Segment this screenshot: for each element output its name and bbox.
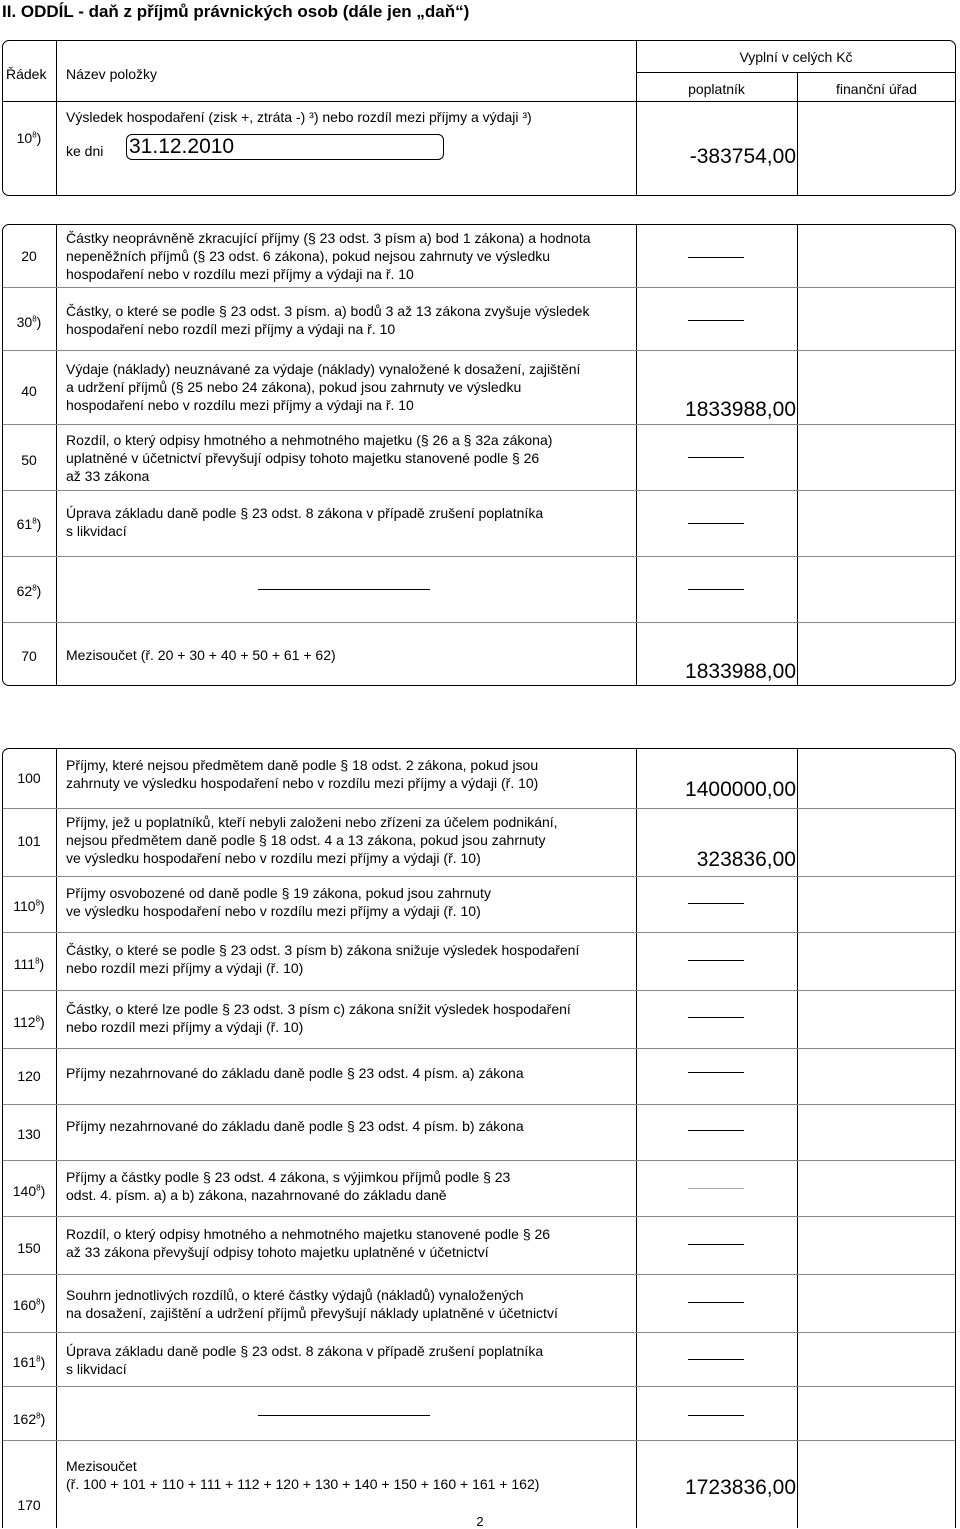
col-divider — [56, 1217, 57, 1274]
row-description — [66, 1225, 636, 1261]
col-divider — [56, 933, 57, 990]
row-value[interactable]: 1723836,00 — [685, 1476, 796, 1499]
row-description — [66, 302, 636, 338]
row-description: Výsledek hospodaření (zisk +, ztráta -) ³) nebo rozdíl mezi příjmy a výdaji ³) — [66, 109, 532, 125]
description-line: Rozdíl, o který odpisy hmotného a nehmotného majetku (§ 26 a § 32a zákona) — [66, 432, 553, 448]
empty-value-dash[interactable] — [688, 903, 744, 904]
col-divider — [636, 1049, 637, 1104]
description-line: Příjmy, které nejsou předmětem daně podle § 18 odst. 2 zákona, pokud jsou — [66, 757, 539, 773]
col-divider — [56, 1333, 57, 1386]
col-divider — [56, 749, 57, 808]
col-divider — [797, 877, 798, 932]
description-line: až 33 zákona převyšují odpisy tohoto majetku uplatněné v účetnictví — [66, 1244, 489, 1260]
col-divider — [636, 425, 637, 490]
col-divider — [797, 623, 798, 686]
empty-value-dash[interactable] — [688, 589, 744, 590]
col-divider — [636, 1161, 637, 1216]
description-line: Příjmy, jež u poplatníků, kteří nebyli založeni nebo zřízeni za účelem podnikání, — [66, 814, 558, 830]
col-divider — [56, 288, 57, 350]
col-divider — [636, 991, 637, 1048]
description-line: ve výsledku hospodaření nebo v rozdílu mezi příjmy a výdaji (ř. 10) — [66, 903, 481, 919]
row-separator — [3, 876, 955, 877]
row-number: 150 — [17, 1240, 41, 1256]
row-number: $161^8$) — [12, 1354, 46, 1370]
col-divider — [636, 623, 637, 686]
col-divider — [797, 1161, 798, 1216]
col-divider — [797, 991, 798, 1048]
row-separator — [3, 1160, 955, 1161]
page-number: 2 — [476, 1514, 484, 1529]
row-description — [66, 756, 636, 792]
row-number: $140^8$) — [12, 1183, 46, 1199]
empty-value-dash[interactable] — [688, 1072, 744, 1073]
col-divider — [797, 809, 798, 876]
description-line: hospodaření nebo v rozdílu mezi příjmy a výdaji na ř. 10 — [66, 266, 414, 282]
description-line: Rozdíl, o který odpisy hmotného a nehmotného majetku stanovené podle § 26 — [66, 1226, 551, 1242]
row-description — [66, 360, 636, 414]
row-separator — [3, 424, 955, 425]
row-separator — [3, 556, 955, 557]
row-number: $61^8$) — [16, 516, 42, 532]
description-line: nepeněžních příjmů (§ 23 odst. 6 zákona), pokud nejsou zahrnuty ve výsledku — [66, 248, 551, 264]
col-divider — [56, 877, 57, 932]
col-divider — [56, 491, 57, 556]
description-line: Příjmy a částky podle § 23 odst. 4 zákona, s výjimkou příjmů podle § 23 — [66, 1169, 511, 1185]
description-line: Příjmy nezahrnované do základu daně podle § 23 odst. 4 písm. a) zákona — [66, 1065, 524, 1081]
col-divider — [797, 225, 798, 287]
row-description — [66, 1342, 636, 1378]
col-divider — [56, 425, 57, 490]
col-divider — [797, 491, 798, 556]
row-separator — [3, 932, 955, 933]
description-line: Mezisoučet (ř. 20 + 30 + 40 + 50 + 61 + 62) — [66, 647, 336, 663]
col-divider — [636, 809, 637, 876]
empty-field-line — [258, 589, 430, 590]
row-description — [66, 431, 636, 485]
col-divider — [56, 1387, 57, 1440]
description-line: s likvidací — [66, 1361, 127, 1377]
hdr-divider — [636, 72, 955, 73]
row-number: 40 — [21, 383, 37, 399]
description-line: Mezisoučet — [66, 1458, 137, 1474]
row-separator — [3, 1274, 955, 1275]
row-description — [66, 813, 636, 867]
col-row-header: Řádek — [6, 66, 47, 82]
description-line: hospodaření nebo v rozdílu mezi příjmy a výdaji na ř. 10 — [66, 397, 414, 413]
row-number: $110^8$) — [13, 898, 45, 914]
col-divider — [797, 749, 798, 808]
description-line: Úprava základu daně podle § 23 odst. 8 zákona v případě zrušení poplatníka — [66, 505, 544, 521]
row-description — [66, 884, 636, 920]
row-separator — [3, 990, 955, 991]
empty-value-dash[interactable] — [688, 1302, 744, 1303]
row-number: 170 — [17, 1497, 41, 1513]
row-description — [66, 504, 636, 540]
col-divider — [56, 351, 57, 424]
col-divider — [636, 225, 637, 287]
description-line: hospodaření nebo rozdíl mezi příjmy a výdaji na ř. 10 — [66, 321, 396, 337]
col-divider — [636, 1333, 637, 1386]
row-value[interactable]: 323836,00 — [696, 848, 796, 871]
row-description — [66, 1117, 636, 1135]
row-description — [66, 941, 636, 977]
col-divider — [797, 288, 798, 350]
col-divider — [636, 1105, 637, 1160]
row-description — [66, 1286, 636, 1322]
col-divider — [636, 877, 637, 932]
col-divider — [636, 933, 637, 990]
row-number: 120 — [17, 1068, 41, 1084]
col-divider — [797, 1105, 798, 1160]
row-value[interactable]: 1400000,00 — [685, 778, 796, 801]
empty-value-dash[interactable] — [688, 320, 744, 321]
col-divider — [797, 1049, 798, 1104]
col-office-header: finanční úřad — [836, 81, 917, 97]
row-number: $112^8$) — [13, 1014, 45, 1030]
row-separator — [3, 1104, 955, 1105]
col-divider — [636, 1275, 637, 1332]
col-divider — [56, 225, 57, 287]
col-divider — [56, 1105, 57, 1160]
row-separator — [3, 622, 955, 623]
row-number: $111^8$) — [13, 956, 45, 972]
empty-value-dash[interactable] — [688, 1244, 744, 1245]
row-number: 20 — [21, 248, 37, 264]
col-divider — [797, 1217, 798, 1274]
col-divider — [636, 557, 637, 622]
col-divider — [56, 1275, 57, 1332]
description-line: s likvidací — [66, 523, 127, 539]
row-description — [66, 1000, 636, 1036]
row-separator — [3, 350, 955, 351]
description-line: nejsou předmětem daně podle § 18 odst. 4 a 13 zákona, pokud jsou zahrnuty — [66, 832, 546, 848]
row-separator — [3, 287, 955, 288]
row-separator — [3, 1216, 955, 1217]
col-divider — [56, 991, 57, 1048]
row-number: $10^8$) — [16, 130, 42, 146]
empty-value-dash[interactable] — [688, 523, 744, 524]
row-separator — [3, 1332, 955, 1333]
col-divider — [797, 933, 798, 990]
description-line: Výdaje (náklady) neuznávané za výdaje (náklady) vynaložené k dosažení, zajištění — [66, 361, 581, 377]
row-number: $162^8$) — [12, 1411, 46, 1427]
row-number: 130 — [17, 1126, 41, 1142]
col-divider — [636, 351, 637, 424]
description-line: až 33 zákona — [66, 468, 150, 484]
description-line: Souhrn jednotlivých rozdílů, o které částky výdajů (nákladů) vynaložených — [66, 1287, 524, 1303]
description-line: ve výsledku hospodaření nebo v rozdílu mezi příjmy a výdaji (ř. 10) — [66, 850, 481, 866]
col-divider — [797, 1387, 798, 1440]
row-description — [66, 1064, 636, 1082]
col-divider — [636, 288, 637, 350]
empty-value-dash[interactable] — [688, 1017, 744, 1018]
col-fill-header: Vyplní v celých Kč — [739, 49, 853, 65]
row-number: 100 — [17, 770, 41, 786]
row-number: 101 — [17, 833, 41, 849]
col-taxpayer-header: poplatník — [688, 81, 745, 97]
row-number: 50 — [21, 452, 37, 468]
description-line: nebo rozdíl mezi příjmy a výdaji (ř. 10) — [66, 960, 304, 976]
description-line: Částky, o které se podle § 23 odst. 3 písm b) zákona snižuje výsledek hospodaření — [66, 942, 580, 958]
description-line: (ř. 100 + 101 + 110 + 111 + 112 + 120 + 130 + 140 + 150 + 160 + 161 + 162) — [66, 1476, 540, 1492]
col-divider — [56, 623, 57, 686]
description-line: na dosažení, zajištění a udržení příjmů převyšují náklady uplatněné v účetnictví — [66, 1305, 558, 1321]
row-description — [66, 1168, 636, 1204]
col-divider — [797, 1275, 798, 1332]
col-divider — [636, 491, 637, 556]
description-line: a udržení příjmů (§ 25 nebo 24 zákona), pokud jsou zahrnuty ve výsledku — [66, 379, 522, 395]
col-divider — [797, 351, 798, 424]
hdr-divider — [3, 101, 955, 102]
ke-dni-label: ke dni — [66, 143, 104, 159]
description-line: Částky neoprávněně zkracující příjmy (§ 23 odst. 3 písm a) bod 1 zákona) a hodnota — [66, 230, 591, 246]
empty-field-line — [258, 1415, 430, 1416]
empty-value-dash[interactable] — [688, 1415, 744, 1416]
description-line: odst. 4. písm. a) a b) zákona, nazahrnované do základu daně — [66, 1187, 447, 1203]
row-separator — [3, 1386, 955, 1387]
description-line: zahrnuty ve výsledku hospodaření nebo v rozdílu mezi příjmy a výdaji (ř. 10) — [66, 775, 539, 791]
row-description — [66, 229, 636, 283]
row-value[interactable]: 1833988,00 — [685, 398, 796, 421]
col-divider — [56, 809, 57, 876]
row-separator — [3, 808, 955, 809]
description-line: Částky, o které lze podle § 23 odst. 3 písm c) zákona snížit výsledek hospodaření — [66, 1001, 571, 1017]
empty-value-dash[interactable] — [688, 257, 744, 258]
col-divider — [56, 557, 57, 622]
col-name-header: Název položky — [66, 66, 158, 82]
empty-value-dash[interactable] — [688, 1359, 744, 1360]
section-title: II. ODDÍL - daň z příjmů právnických osob (dále jen „daň“) — [2, 2, 470, 21]
row-separator — [3, 1440, 955, 1441]
col-divider — [797, 1441, 798, 1528]
description-line: uplatněné v účetnictví převyšují odpisy tohoto majetku stanovené podle § 26 — [66, 450, 540, 466]
empty-value-dash[interactable] — [688, 960, 744, 961]
row-value[interactable]: -383754,00 — [689, 145, 796, 168]
col-divider — [636, 1441, 637, 1528]
col-divider — [636, 1217, 637, 1274]
col-divider — [56, 1441, 57, 1528]
col-divider — [797, 557, 798, 622]
row-description — [66, 1457, 636, 1493]
row-separator — [3, 490, 955, 491]
description-line: Úprava základu daně podle § 23 odst. 8 zákona v případě zrušení poplatníka — [66, 1343, 544, 1359]
empty-value-dash[interactable] — [688, 1130, 744, 1131]
col-divider — [636, 1387, 637, 1440]
row-description — [66, 646, 636, 664]
empty-value-dash[interactable] — [688, 457, 744, 458]
col-divider — [56, 41, 57, 195]
empty-value-dash[interactable] — [688, 1188, 744, 1189]
description-line: nebo rozdíl mezi příjmy a výdaji (ř. 10) — [66, 1019, 304, 1035]
row-number: 70 — [21, 648, 37, 664]
col-divider — [797, 425, 798, 490]
date-field[interactable]: 31.12.2010 — [126, 134, 444, 160]
row-number: $62^8$) — [16, 583, 42, 599]
row-number: $160^8$) — [12, 1297, 46, 1313]
col-divider — [636, 749, 637, 808]
description-line: Příjmy nezahrnované do základu daně podle § 23 odst. 4 písm. b) zákona — [66, 1118, 524, 1134]
col-divider — [56, 1161, 57, 1216]
row-separator — [3, 1048, 955, 1049]
description-line: Částky, o které se podle § 23 odst. 3 písm. a) bodů 3 až 13 zákona zvyšuje výsledek — [66, 303, 590, 319]
row-number: $30^8$) — [16, 314, 42, 330]
col-divider — [56, 1049, 57, 1104]
col-divider — [797, 1333, 798, 1386]
description-line: Příjmy osvobozené od daně podle § 19 zákona, pokud jsou zahrnuty — [66, 885, 491, 901]
row-value[interactable]: 1833988,00 — [685, 660, 796, 683]
